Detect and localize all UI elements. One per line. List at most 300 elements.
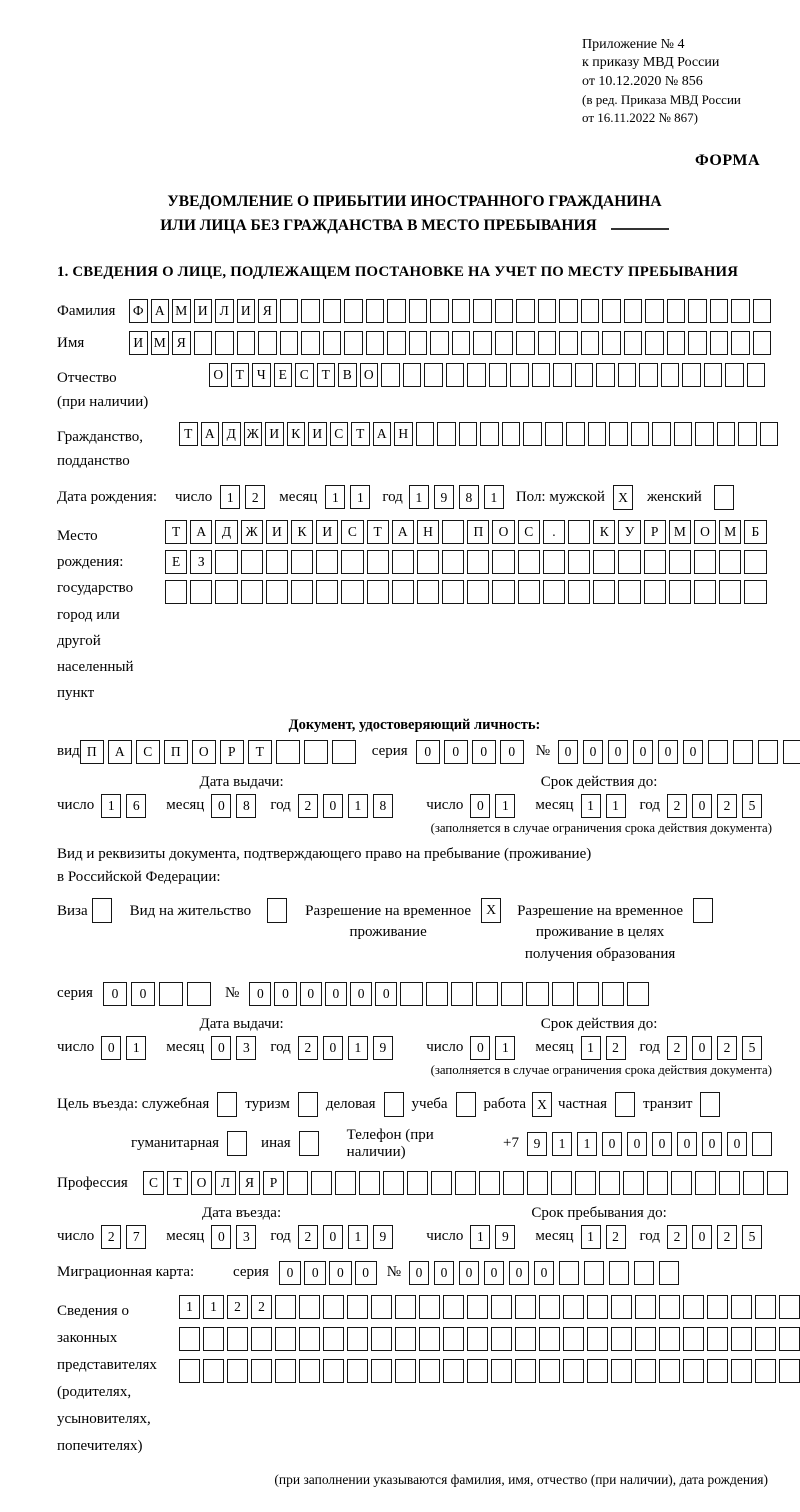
char-box[interactable]: 0: [500, 740, 524, 764]
char-box[interactable]: [568, 520, 590, 544]
char-box[interactable]: X: [481, 898, 501, 923]
char-box[interactable]: [518, 550, 540, 574]
char-box[interactable]: Я: [258, 299, 277, 323]
char-box[interactable]: [639, 363, 658, 387]
char-box[interactable]: 0: [727, 1132, 747, 1156]
char-box[interactable]: [92, 898, 112, 923]
char-box[interactable]: О: [492, 520, 514, 544]
char-box[interactable]: [452, 331, 471, 355]
char-box[interactable]: [291, 580, 313, 604]
char-box[interactable]: [383, 1171, 404, 1195]
char-box[interactable]: [190, 580, 212, 604]
char-box[interactable]: 8: [236, 794, 256, 818]
char-box[interactable]: 1: [348, 1225, 368, 1249]
char-box[interactable]: [301, 299, 320, 323]
char-box[interactable]: [451, 982, 473, 1006]
char-box[interactable]: 0: [300, 982, 322, 1006]
char-box[interactable]: [523, 422, 542, 446]
char-box[interactable]: [424, 363, 443, 387]
char-box[interactable]: [575, 1171, 596, 1195]
char-box[interactable]: 2: [251, 1295, 272, 1319]
char-box[interactable]: 1: [348, 794, 368, 818]
char-box[interactable]: А: [373, 422, 392, 446]
char-box[interactable]: 1: [325, 485, 345, 509]
char-box[interactable]: [503, 1171, 524, 1195]
char-box[interactable]: [515, 1327, 536, 1351]
char-box[interactable]: 0: [602, 1132, 622, 1156]
char-box[interactable]: [563, 1359, 584, 1383]
char-box[interactable]: 0: [274, 982, 296, 1006]
char-box[interactable]: [344, 299, 363, 323]
char-box[interactable]: О: [191, 1171, 212, 1195]
char-box[interactable]: [710, 299, 729, 323]
char-box[interactable]: [341, 550, 363, 574]
char-box[interactable]: [409, 299, 428, 323]
char-box[interactable]: [783, 740, 800, 764]
char-box[interactable]: 0: [484, 1261, 504, 1285]
char-box[interactable]: [587, 1359, 608, 1383]
char-box[interactable]: 0: [692, 794, 712, 818]
char-box[interactable]: 0: [633, 740, 653, 764]
char-box[interactable]: [615, 1092, 635, 1117]
char-box[interactable]: [659, 1295, 680, 1319]
char-box[interactable]: [543, 580, 565, 604]
char-box[interactable]: С: [143, 1171, 164, 1195]
char-box[interactable]: [371, 1359, 392, 1383]
char-box[interactable]: [563, 1327, 584, 1351]
char-box[interactable]: 0: [683, 740, 703, 764]
char-box[interactable]: 0: [329, 1261, 351, 1285]
char-box[interactable]: [323, 299, 342, 323]
char-box[interactable]: [251, 1327, 272, 1351]
char-box[interactable]: [566, 422, 585, 446]
char-box[interactable]: [635, 1295, 656, 1319]
char-box[interactable]: [459, 422, 478, 446]
char-box[interactable]: [553, 363, 572, 387]
char-box[interactable]: [298, 1092, 318, 1117]
char-box[interactable]: [516, 331, 535, 355]
char-box[interactable]: [473, 331, 492, 355]
char-box[interactable]: [237, 331, 256, 355]
char-box[interactable]: [667, 331, 686, 355]
char-box[interactable]: [671, 1171, 692, 1195]
char-box[interactable]: [299, 1295, 320, 1319]
char-box[interactable]: [609, 422, 628, 446]
char-box[interactable]: Я: [172, 331, 191, 355]
char-box[interactable]: 2: [298, 1225, 318, 1249]
char-box[interactable]: Т: [231, 363, 250, 387]
char-box[interactable]: [539, 1359, 560, 1383]
char-box[interactable]: 8: [459, 485, 479, 509]
char-box[interactable]: В: [338, 363, 357, 387]
char-box[interactable]: 0: [323, 1225, 343, 1249]
char-box[interactable]: [559, 299, 578, 323]
char-box[interactable]: [467, 550, 489, 574]
char-box[interactable]: [419, 1295, 440, 1319]
char-box[interactable]: [700, 1092, 720, 1117]
char-box[interactable]: [299, 1327, 320, 1351]
char-box[interactable]: [392, 550, 414, 574]
char-box[interactable]: [667, 299, 686, 323]
char-box[interactable]: И: [265, 422, 284, 446]
char-box[interactable]: [287, 1171, 308, 1195]
char-box[interactable]: 0: [692, 1036, 712, 1060]
char-box[interactable]: 2: [298, 794, 318, 818]
char-box[interactable]: [767, 1171, 788, 1195]
char-box[interactable]: 0: [416, 740, 440, 764]
char-box[interactable]: [733, 740, 753, 764]
char-box[interactable]: [217, 1092, 237, 1117]
char-box[interactable]: 1: [606, 794, 626, 818]
char-box[interactable]: Т: [367, 520, 389, 544]
char-box[interactable]: [707, 1359, 728, 1383]
char-box[interactable]: [618, 363, 637, 387]
char-box[interactable]: [602, 299, 621, 323]
char-box[interactable]: [683, 1359, 704, 1383]
char-box[interactable]: Т: [351, 422, 370, 446]
char-box[interactable]: [695, 1171, 716, 1195]
char-box[interactable]: [179, 1327, 200, 1351]
char-box[interactable]: [502, 422, 521, 446]
char-box[interactable]: [707, 1295, 728, 1319]
char-box[interactable]: 9: [527, 1132, 547, 1156]
char-box[interactable]: [593, 580, 615, 604]
char-box[interactable]: 1: [495, 794, 515, 818]
char-box[interactable]: И: [194, 299, 213, 323]
char-box[interactable]: [688, 299, 707, 323]
char-box[interactable]: 1: [348, 1036, 368, 1060]
char-box[interactable]: [381, 363, 400, 387]
char-box[interactable]: М: [719, 520, 741, 544]
char-box[interactable]: [568, 550, 590, 574]
char-box[interactable]: [187, 982, 211, 1006]
char-box[interactable]: [624, 331, 643, 355]
char-box[interactable]: [647, 1171, 668, 1195]
char-box[interactable]: 0: [658, 740, 678, 764]
char-box[interactable]: С: [136, 740, 160, 764]
char-box[interactable]: [611, 1295, 632, 1319]
char-box[interactable]: [518, 580, 540, 604]
char-box[interactable]: А: [392, 520, 414, 544]
char-box[interactable]: [266, 550, 288, 574]
char-box[interactable]: [316, 580, 338, 604]
char-box[interactable]: 0: [652, 1132, 672, 1156]
char-box[interactable]: [495, 299, 514, 323]
char-box[interactable]: [593, 550, 615, 574]
char-box[interactable]: [417, 550, 439, 574]
char-box[interactable]: [479, 1171, 500, 1195]
char-box[interactable]: [694, 580, 716, 604]
char-box[interactable]: [215, 331, 234, 355]
char-box[interactable]: [719, 580, 741, 604]
char-box[interactable]: [367, 580, 389, 604]
char-box[interactable]: [552, 982, 574, 1006]
char-box[interactable]: [323, 1359, 344, 1383]
char-box[interactable]: 2: [667, 1036, 687, 1060]
char-box[interactable]: [611, 1327, 632, 1351]
char-box[interactable]: [725, 363, 744, 387]
char-box[interactable]: 0: [103, 982, 127, 1006]
char-box[interactable]: 1: [126, 1036, 146, 1060]
char-box[interactable]: [618, 550, 640, 574]
char-box[interactable]: [753, 331, 772, 355]
char-box[interactable]: [430, 331, 449, 355]
char-box[interactable]: [779, 1359, 800, 1383]
char-box[interactable]: [476, 982, 498, 1006]
char-box[interactable]: 0: [249, 982, 271, 1006]
char-box[interactable]: [455, 1171, 476, 1195]
char-box[interactable]: И: [316, 520, 338, 544]
char-box[interactable]: [301, 331, 320, 355]
char-box[interactable]: [599, 1171, 620, 1195]
char-box[interactable]: [323, 1295, 344, 1319]
char-box[interactable]: 0: [472, 740, 496, 764]
char-box[interactable]: [203, 1359, 224, 1383]
char-box[interactable]: 2: [606, 1225, 626, 1249]
char-box[interactable]: 9: [373, 1036, 393, 1060]
char-box[interactable]: [526, 982, 548, 1006]
char-box[interactable]: [442, 580, 464, 604]
char-box[interactable]: [731, 1359, 752, 1383]
char-box[interactable]: А: [201, 422, 220, 446]
char-box[interactable]: [631, 422, 650, 446]
char-box[interactable]: 0: [304, 1261, 326, 1285]
char-box[interactable]: [467, 1295, 488, 1319]
char-box[interactable]: [743, 1171, 764, 1195]
char-box[interactable]: М: [669, 520, 691, 544]
char-box[interactable]: [456, 1092, 476, 1117]
char-box[interactable]: [731, 299, 750, 323]
char-box[interactable]: М: [172, 299, 191, 323]
char-box[interactable]: 2: [717, 794, 737, 818]
char-box[interactable]: 5: [742, 1036, 762, 1060]
char-box[interactable]: 2: [667, 1225, 687, 1249]
char-box[interactable]: 1: [220, 485, 240, 509]
char-box[interactable]: 0: [434, 1261, 454, 1285]
char-box[interactable]: [515, 1295, 536, 1319]
char-box[interactable]: 1: [470, 1225, 490, 1249]
char-box[interactable]: [492, 580, 514, 604]
char-box[interactable]: [347, 1327, 368, 1351]
char-box[interactable]: 1: [350, 485, 370, 509]
char-box[interactable]: 5: [742, 794, 762, 818]
char-box[interactable]: [704, 363, 723, 387]
char-box[interactable]: [587, 1327, 608, 1351]
char-box[interactable]: [731, 1327, 752, 1351]
char-box[interactable]: [545, 422, 564, 446]
char-box[interactable]: [443, 1359, 464, 1383]
char-box[interactable]: [538, 331, 557, 355]
char-box[interactable]: [755, 1327, 776, 1351]
char-box[interactable]: 2: [717, 1225, 737, 1249]
char-box[interactable]: [753, 299, 772, 323]
char-box[interactable]: [659, 1359, 680, 1383]
char-box[interactable]: [659, 1261, 679, 1285]
char-box[interactable]: [258, 331, 277, 355]
char-box[interactable]: [280, 331, 299, 355]
char-box[interactable]: Т: [179, 422, 198, 446]
char-box[interactable]: [366, 299, 385, 323]
char-box[interactable]: [491, 1327, 512, 1351]
char-box[interactable]: [452, 299, 471, 323]
char-box[interactable]: 0: [558, 740, 578, 764]
char-box[interactable]: [367, 550, 389, 574]
char-box[interactable]: [738, 422, 757, 446]
char-box[interactable]: 6: [126, 794, 146, 818]
char-box[interactable]: [779, 1327, 800, 1351]
char-box[interactable]: 0: [323, 794, 343, 818]
char-box[interactable]: .: [543, 520, 565, 544]
char-box[interactable]: 0: [355, 1261, 377, 1285]
char-box[interactable]: [516, 299, 535, 323]
char-box[interactable]: Л: [215, 299, 234, 323]
char-box[interactable]: [241, 580, 263, 604]
char-box[interactable]: 0: [702, 1132, 722, 1156]
char-box[interactable]: [227, 1359, 248, 1383]
char-box[interactable]: [551, 1171, 572, 1195]
char-box[interactable]: [731, 1295, 752, 1319]
char-box[interactable]: 0: [677, 1132, 697, 1156]
char-box[interactable]: З: [190, 550, 212, 574]
char-box[interactable]: 0: [470, 794, 490, 818]
char-box[interactable]: [682, 363, 701, 387]
char-box[interactable]: 2: [227, 1295, 248, 1319]
char-box[interactable]: [695, 422, 714, 446]
char-box[interactable]: [652, 422, 671, 446]
char-box[interactable]: 9: [373, 1225, 393, 1249]
char-box[interactable]: Д: [215, 520, 237, 544]
char-box[interactable]: [387, 299, 406, 323]
char-box[interactable]: Ж: [244, 422, 263, 446]
char-box[interactable]: 0: [583, 740, 603, 764]
char-box[interactable]: [335, 1171, 356, 1195]
char-box[interactable]: 0: [409, 1261, 429, 1285]
char-box[interactable]: 0: [608, 740, 628, 764]
char-box[interactable]: [683, 1327, 704, 1351]
char-box[interactable]: [467, 1327, 488, 1351]
char-box[interactable]: 1: [577, 1132, 597, 1156]
char-box[interactable]: [275, 1359, 296, 1383]
char-box[interactable]: [241, 550, 263, 574]
char-box[interactable]: [443, 1327, 464, 1351]
char-box[interactable]: [417, 580, 439, 604]
char-box[interactable]: [203, 1327, 224, 1351]
char-box[interactable]: 1: [179, 1295, 200, 1319]
char-box[interactable]: [291, 550, 313, 574]
char-box[interactable]: 2: [298, 1036, 318, 1060]
char-box[interactable]: [304, 740, 328, 764]
char-box[interactable]: [527, 1171, 548, 1195]
char-box[interactable]: 0: [459, 1261, 479, 1285]
char-box[interactable]: 0: [279, 1261, 301, 1285]
char-box[interactable]: [467, 580, 489, 604]
char-box[interactable]: 1: [581, 1036, 601, 1060]
char-box[interactable]: Т: [165, 520, 187, 544]
char-box[interactable]: [532, 363, 551, 387]
char-box[interactable]: [165, 580, 187, 604]
char-box[interactable]: [618, 580, 640, 604]
char-box[interactable]: [634, 1261, 654, 1285]
char-box[interactable]: [717, 422, 736, 446]
char-box[interactable]: [159, 982, 183, 1006]
char-box[interactable]: [419, 1327, 440, 1351]
char-box[interactable]: С: [330, 422, 349, 446]
char-box[interactable]: [489, 363, 508, 387]
char-box[interactable]: [674, 422, 693, 446]
char-box[interactable]: [752, 1132, 772, 1156]
char-box[interactable]: Р: [644, 520, 666, 544]
char-box[interactable]: 2: [606, 1036, 626, 1060]
char-box[interactable]: [588, 422, 607, 446]
char-box[interactable]: Р: [263, 1171, 284, 1195]
char-box[interactable]: [266, 580, 288, 604]
char-box[interactable]: Е: [165, 550, 187, 574]
char-box[interactable]: [366, 331, 385, 355]
char-box[interactable]: [577, 982, 599, 1006]
char-box[interactable]: О: [192, 740, 216, 764]
char-box[interactable]: С: [518, 520, 540, 544]
char-box[interactable]: 2: [101, 1225, 121, 1249]
char-box[interactable]: [194, 331, 213, 355]
char-box[interactable]: [227, 1327, 248, 1351]
char-box[interactable]: 1: [203, 1295, 224, 1319]
char-box[interactable]: [758, 740, 778, 764]
char-box[interactable]: 0: [509, 1261, 529, 1285]
char-box[interactable]: [719, 1171, 740, 1195]
char-box[interactable]: П: [164, 740, 188, 764]
char-box[interactable]: Б: [744, 520, 766, 544]
char-box[interactable]: [276, 740, 300, 764]
char-box[interactable]: [407, 1171, 428, 1195]
char-box[interactable]: [384, 1092, 404, 1117]
char-box[interactable]: [683, 1295, 704, 1319]
char-box[interactable]: 0: [470, 1036, 490, 1060]
char-box[interactable]: [442, 520, 464, 544]
char-box[interactable]: К: [291, 520, 313, 544]
char-box[interactable]: [694, 550, 716, 574]
char-box[interactable]: А: [190, 520, 212, 544]
char-box[interactable]: [395, 1295, 416, 1319]
char-box[interactable]: X: [613, 485, 633, 510]
char-box[interactable]: [515, 1359, 536, 1383]
char-box[interactable]: [416, 422, 435, 446]
char-box[interactable]: [587, 1295, 608, 1319]
char-box[interactable]: О: [209, 363, 228, 387]
char-box[interactable]: 0: [375, 982, 397, 1006]
char-box[interactable]: П: [80, 740, 104, 764]
char-box[interactable]: Ч: [252, 363, 271, 387]
char-box[interactable]: 0: [692, 1225, 712, 1249]
char-box[interactable]: [491, 1359, 512, 1383]
char-box[interactable]: 3: [236, 1036, 256, 1060]
char-box[interactable]: [543, 550, 565, 574]
char-box[interactable]: [635, 1327, 656, 1351]
char-box[interactable]: [409, 331, 428, 355]
char-box[interactable]: [323, 1327, 344, 1351]
char-box[interactable]: [215, 580, 237, 604]
char-box[interactable]: [299, 1359, 320, 1383]
char-box[interactable]: 9: [495, 1225, 515, 1249]
char-box[interactable]: [559, 1261, 579, 1285]
char-box[interactable]: [731, 331, 750, 355]
char-box[interactable]: [323, 331, 342, 355]
char-box[interactable]: М: [151, 331, 170, 355]
char-box[interactable]: Ж: [241, 520, 263, 544]
char-box[interactable]: [755, 1295, 776, 1319]
char-box[interactable]: [275, 1327, 296, 1351]
char-box[interactable]: К: [593, 520, 615, 544]
char-box[interactable]: [426, 982, 448, 1006]
